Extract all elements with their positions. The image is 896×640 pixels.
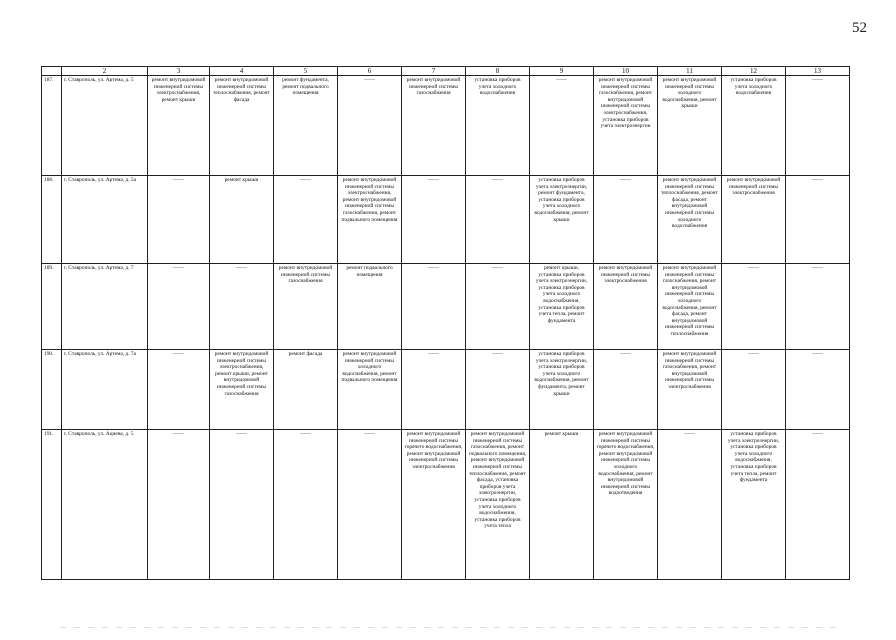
- table-cell: ремонт крыши: [210, 176, 274, 264]
- table-cell: ——: [402, 176, 466, 264]
- column-header: 11: [658, 67, 722, 76]
- table-cell: ремонт внутридомовой инженерной системы газоснабжения: [274, 264, 338, 350]
- table-cell: ——: [148, 264, 210, 350]
- column-header: 7: [402, 67, 466, 76]
- column-header: 10: [594, 67, 658, 76]
- table-cell: ——: [402, 264, 466, 350]
- table-cell: ремонт фундамента, ремонт подвального помещения: [274, 76, 338, 176]
- table-cell: ——: [786, 430, 850, 580]
- page-number: 52: [852, 20, 867, 36]
- column-header: [42, 67, 62, 76]
- table-cell: ремонт внутридомовой инженерной системы электроснабжения, ремонт крыши, ремонт внутридомовой инженерной системы газоснабжения: [210, 350, 274, 430]
- table-cell: ——: [148, 430, 210, 580]
- table-cell: установка приборов учета электроэнергии, установка приборов учета холодного водоснабжения, установка приборов учета тепла, ремонт фундамента: [722, 430, 786, 580]
- table-cell: ремонт внутридомовой инженерной системы газоснабжения, ремонт внутридомовой инженерной системы электроснабжения: [658, 350, 722, 430]
- table-cell: установка приборов учета электроэнергии, установка приборов учета холодного водоснабжения, ремонт фундамента, ремонт крыши: [530, 350, 594, 430]
- table-cell: ремонт подвального помещения: [338, 264, 402, 350]
- header-row: [42, 67, 850, 76]
- table-cell: ——: [722, 350, 786, 430]
- table-cell: ремонт внутридомовой инженерной системы электроснабжения: [722, 176, 786, 264]
- row-address: г. Ставрополь, ул. Артема, д. 5а: [62, 176, 148, 264]
- row-address: г. Ставрополь, ул. Ациева, д. 5: [62, 430, 148, 580]
- table-cell: ремонт внутридомовой инженерной системы холодного водоснабжения, ремонт подвального помещения: [338, 350, 402, 430]
- table-cell: ——: [722, 264, 786, 350]
- table-row: [42, 76, 850, 176]
- table-row: [42, 264, 850, 350]
- repair-schedule-table: [41, 66, 850, 580]
- table-cell: ремонт внутридомовой инженерной системы горячего водоснабжения, ремонт внутридомовой инженерной системы холодного водоснабжения, ремонт внутридомовой инженерной системы водоотведения: [594, 430, 658, 580]
- table-cell: ——: [786, 176, 850, 264]
- row-address: г. Ставрополь, ул. Артема, д. 7а: [62, 350, 148, 430]
- table-cell: ——: [210, 264, 274, 350]
- table-cell: ——: [466, 350, 530, 430]
- table-cell: установка приборов учета холодного водоснабжения: [466, 76, 530, 176]
- column-header: 2: [62, 67, 148, 76]
- table-cell: ремонт внутридомовой инженерной системы теплоснабжения, ремонт фасада, ремонт внутридомовой инженерной системы холодного водоснабжения: [658, 176, 722, 264]
- table-cell: ремонт внутридомовой инженерной системы горячего водоснабжения, ремонт внутридомовой инженерной системы электроснабжения: [402, 430, 466, 580]
- table-cell: ремонт внутридомовой инженерной системы холодного водоснабжения, ремонт крыши: [658, 76, 722, 176]
- row-number: 187.: [42, 76, 62, 176]
- table-cell: ——: [274, 176, 338, 264]
- table-cell: ——: [466, 176, 530, 264]
- table-cell: ——: [530, 76, 594, 176]
- table-cell: ——: [786, 264, 850, 350]
- row-address: г. Ставрополь, ул. Артема, д. 7: [62, 264, 148, 350]
- table-cell: ——: [658, 430, 722, 580]
- table-cell: ремонт внутридомовой инженерной системы газоснабжения, ремонт подвального помещения, ремонт внутридомовой инженерной системы теплоснабжения, ремонт фасада, установка приборов учета электроэнергии, установка приборов учета холодного водоснабжения, установка приборов учета тепла: [466, 430, 530, 580]
- table-row: [42, 430, 850, 580]
- table-cell: ——: [594, 176, 658, 264]
- column-header: 3: [148, 67, 210, 76]
- row-number: 191.: [42, 430, 62, 580]
- table-cell: ремонт внутридомовой инженерной системы электроснабжения, ремонт внутридомовой инженерной системы газоснабжения, ремонт подвального помещения: [338, 176, 402, 264]
- row-address: г. Ставрополь, ул. Артема, д. 5: [62, 76, 148, 176]
- table-cell: ——: [786, 350, 850, 430]
- table-cell: ремонт внутридомовой инженерной системы газоснабжения: [402, 76, 466, 176]
- table-row: [42, 350, 850, 430]
- table-cell: ——: [466, 264, 530, 350]
- column-header: 6: [338, 67, 402, 76]
- scan-edge-artifact: [60, 627, 836, 628]
- table-cell: ——: [402, 350, 466, 430]
- table-cell: ремонт внутридомовой инженерной системы электроснабжения, ремонт крыши: [148, 76, 210, 176]
- table-cell: ремонт внутридомовой инженерной системы электроснабжения: [594, 264, 658, 350]
- table-cell: ремонт фасада: [274, 350, 338, 430]
- table-cell: ——: [594, 350, 658, 430]
- table-cell: установка приборов учета холодного водоснабжения: [722, 76, 786, 176]
- row-number: 189.: [42, 264, 62, 350]
- table-cell: ——: [148, 350, 210, 430]
- table-cell: ремонт внутридомовой инженерной системы теплоснабжения, ремонт фасада: [210, 76, 274, 176]
- row-number: 188.: [42, 176, 62, 264]
- column-header: 8: [466, 67, 530, 76]
- column-header: 4: [210, 67, 274, 76]
- table-cell: ——: [274, 430, 338, 580]
- table-cell: ——: [148, 176, 210, 264]
- column-header: 9: [530, 67, 594, 76]
- table-cell: ремонт внутридомовой инженерной системы газоснабжения, ремонт внутридомовой инженерной системы холодного водоснабжения, ремонт фасада, ремонт внутридомовой инженерной системы теплоснабжения: [658, 264, 722, 350]
- column-header: 13: [786, 67, 850, 76]
- table-cell: ремонт крыши, установка приборов учета электроэнергии, установка приборов учета холодного водоснабжения, установка приборов учета тепла, ремонт фундамента: [530, 264, 594, 350]
- column-header: 5: [274, 67, 338, 76]
- table-cell: ——: [210, 430, 274, 580]
- table-cell: установка приборов учета электроэнергии, ремонт фундамента, установка приборов учета холодного водоснабжения, ремонт крыши: [530, 176, 594, 264]
- table-cell: ——: [338, 430, 402, 580]
- table-cell: ——: [338, 76, 402, 176]
- table-row: [42, 176, 850, 264]
- row-number: 190.: [42, 350, 62, 430]
- column-header: 12: [722, 67, 786, 76]
- table-cell: ремонт внутридомовой инженерной системы газоснабжения, ремонт внутридомовой инженерной системы электроснабжения, установка приборов учета электроэнергии: [594, 76, 658, 176]
- table-cell: ——: [786, 76, 850, 176]
- table-cell: ремонт крыши: [530, 430, 594, 580]
